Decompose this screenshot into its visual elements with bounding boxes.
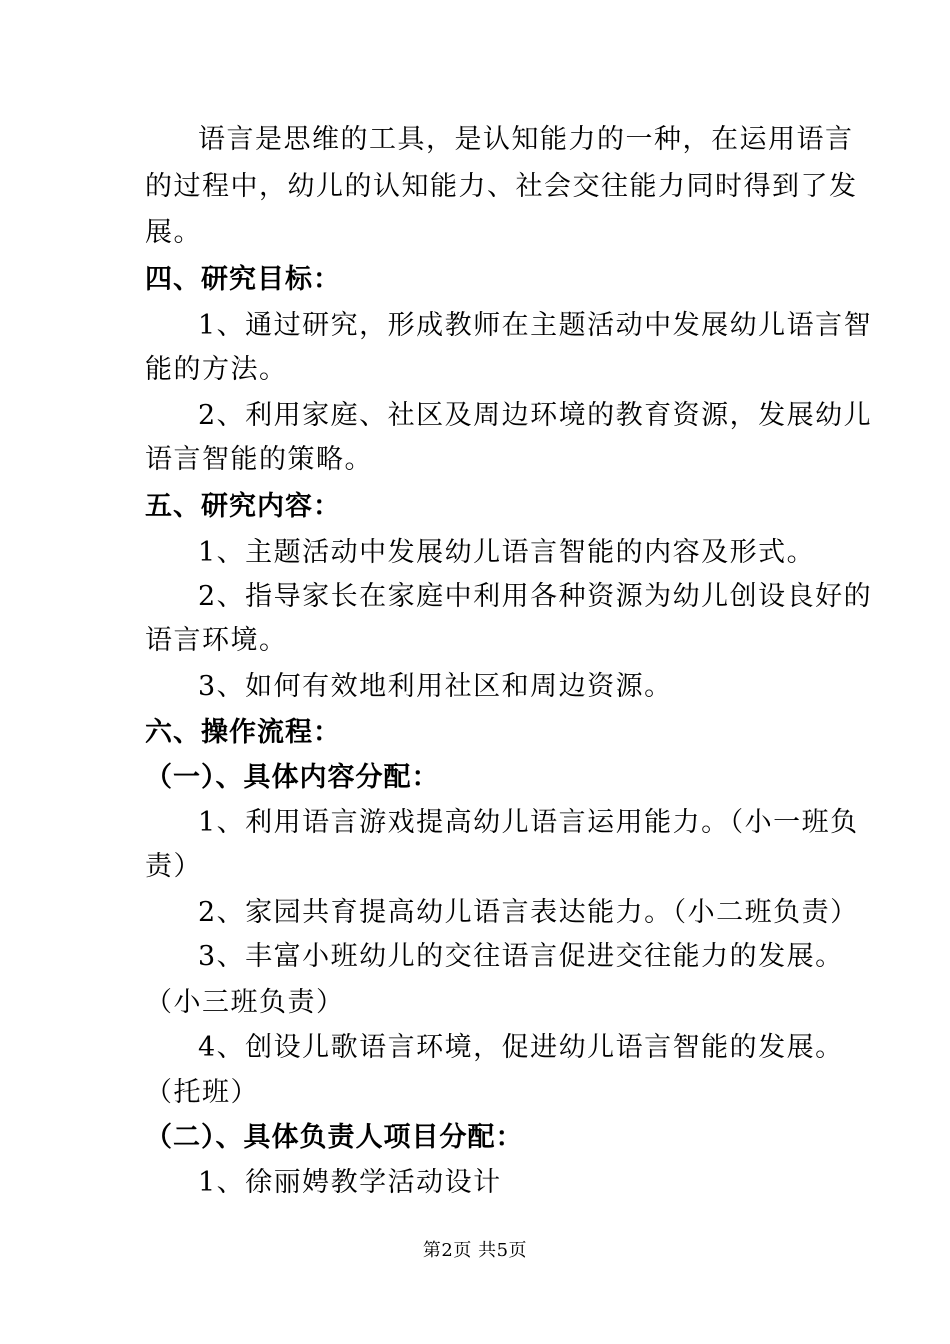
list-item-text: 2、家园共育提高幼儿语言表达能力。（小二班负责） (198, 897, 859, 928)
paragraph-intro-line: 的过程中，幼儿的认知能力、社会交往能力同时得到了发 (145, 171, 858, 202)
section-heading-research-goals: 四、研究目标： (145, 264, 341, 295)
section-heading-research-content: 五、研究内容： (145, 491, 341, 522)
list-item-text: 能的方法。 (145, 354, 288, 385)
list-item-text: 3、丰富小班幼儿的交往语言促进交往能力的发展。 (198, 941, 844, 972)
list-item-text: 2、利用家庭、社区及周边环境的教育资源，发展幼儿 (198, 400, 873, 431)
paragraph-intro-line: 展。 (145, 217, 202, 248)
paragraph-intro-line: 语言是思维的工具，是认知能力的一种，在运用语言 (198, 124, 854, 155)
page-footer: 第2页 共5页 (422, 1240, 528, 1261)
section-heading-operation-flow: 六、操作流程： (145, 717, 341, 748)
list-item-text: 责） (145, 851, 202, 882)
list-item-text: 语言环境。 (145, 625, 288, 656)
subsection-heading-person-allocation: （二）、具体负责人项目分配： (145, 1122, 524, 1153)
list-item-text: 1、主题活动中发展幼儿语言智能的内容及形式。 (198, 537, 816, 568)
list-item-text: 1、利用语言游戏提高幼儿语言运用能力。（小一班负 (198, 807, 859, 838)
list-item-text: （托班） (145, 1077, 259, 1108)
list-item-text: （小三班负责） (145, 987, 345, 1018)
list-item-text: 3、如何有效地利用社区和周边资源。 (198, 671, 673, 702)
list-item-text: 4、创设儿歌语言环境，促进幼儿语言智能的发展。 (198, 1032, 844, 1063)
list-item-text: 1、通过研究，形成教师在主题活动中发展幼儿语言智 (198, 310, 873, 341)
list-item-text: 2、指导家长在家庭中利用各种资源为幼儿创设良好的 (198, 581, 873, 612)
subsection-heading-content-allocation: （一）、具体内容分配： (145, 762, 440, 793)
list-item-text: 1、徐丽娉教学活动设计 (198, 1167, 502, 1198)
list-item-text: 语言智能的策略。 (145, 444, 373, 475)
